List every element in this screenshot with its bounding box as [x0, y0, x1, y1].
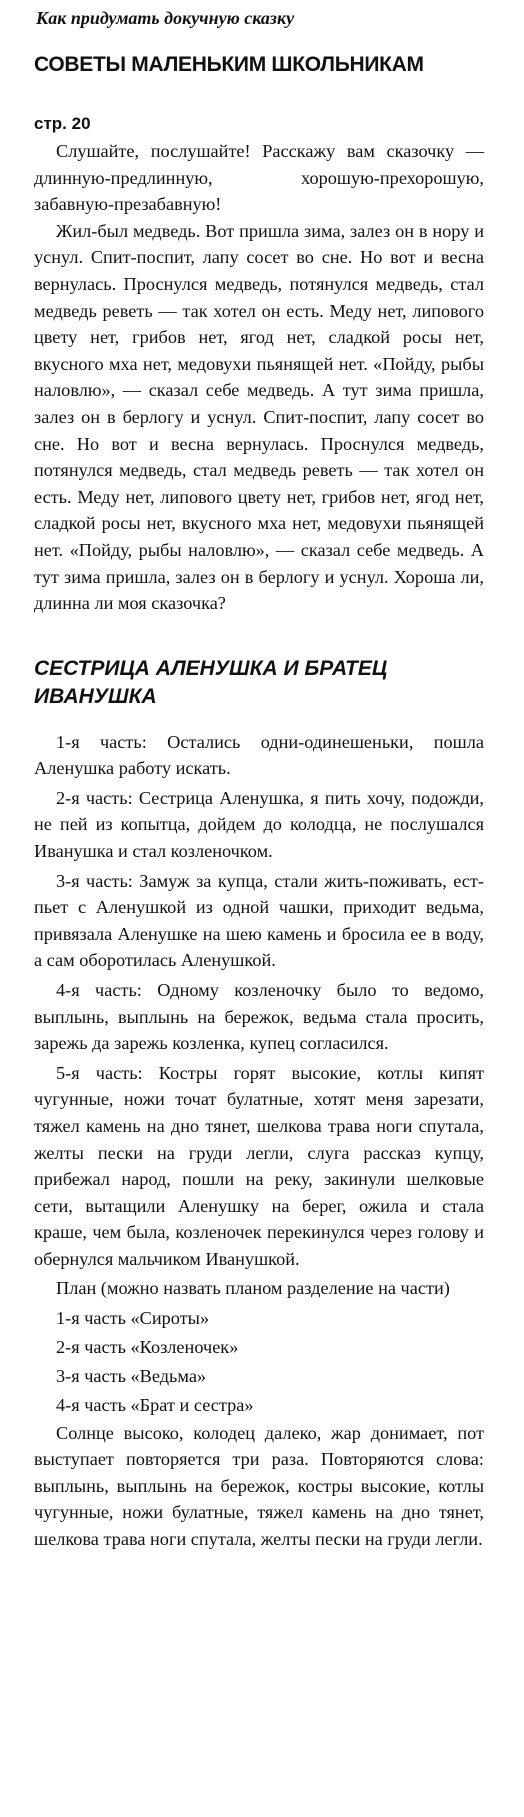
part-paragraph: 2-я часть: Сестрица Аленушка, я пить хочу, подожди, не пей из копытца, дойдем до колодца, не послушался Иванушка и стал козленочком. — [34, 787, 484, 862]
tale-paragraph: Жил-был медведь. Вот пришла зима, залез он в нору и уснул. Спит-поспит, лапу сосет во сне. Но вот и весна вернулась. Проснулся медведь, потянулся медведь, стал медведь реветь — так хотел он есть. Меду нет, липового цвету нет, грибов нет, ягод нет, сладкой росы нет, вкусного мха нет, медовухи пьянящей нет. «Пойду, рыбы наловлю», — сказал себе медведь. А тут зима пришла, залез он в берлогу и уснул. Спит-поспит, лапу сосет во сне. Но вот и весна вернулась. Проснулся медведь, потянулся медведь, стал медведь реветь — так хотел он есть. Меду нет, липового цвету нет, грибов нет, ягод нет, сладкой росы нет, вкусного мха нет, медовухи пьянящей нет. «Пойду, рыбы наловлю», — сказал себе медведь. А тут зима пришла, залез он в берлогу и уснул. Хороша ли, длинна ли моя сказочка? — [34, 220, 484, 614]
plan-item: 3-я часть «Ведьма» — [56, 1365, 207, 1386]
plan-intro: План (можно назвать планом разделение на части) — [56, 1277, 450, 1298]
plan-item: 2-я часть «Козленочек» — [56, 1336, 239, 1357]
plan-item: 4-я часть «Брат и сестра» — [56, 1394, 254, 1415]
part-paragraph: 3-я часть: Замуж за купца, стали жить-поживать, ест-пьет с Аленушкой из одной чашки, приходит ведьма, привязала Аленушке на шею камень и бросила ее в воду, а сам оборотилась Аленушкой. — [34, 870, 484, 971]
page — [34, 6, 484, 1553]
tale-paragraph: Слушайте, послушайте! Расскажу вам сказочку — длинную-предлинную, хорошую-прехорошую, забавную-презабавную! — [34, 141, 484, 215]
closing-paragraph: Солнце высоко, колодец далеко, жар донимает, пот выступает повторяется три раза. Повторяются слова: выплынь, выплынь на бережок, костры высокие, котлы чугунные, ножи булатные, тяжел камень на дно тянет, шелкова трава ноги спутала, желты пески на груди легли. — [34, 1422, 484, 1549]
page-reference: стр. 20 — [34, 114, 91, 133]
tale-heading: СЕСТРИЦА АЛЕНУШКА И БРАТЕЦ ИВАНУШКА — [34, 656, 388, 708]
section-title: СОВЕТЫ МАЛЕНЬКИМ ШКОЛЬНИКАМ — [34, 53, 424, 76]
plan-item: 1-я часть «Сироты» — [56, 1307, 210, 1328]
part-paragraph: 5-я часть: Костры горят высокие, котлы кипят чугунные, ножи точат булатные, хотят меня зарезати, тяжел камень на дно тянет, шелкова трава ноги спутала, желты пески на груди легли, слуга рассказ купцу, прибежал народ, пошли на реку, закинули шелковые сети, вытащили Аленушку на берег, ожила и стала краше, чем была, козленочек перекинулся через голову и обернулся мальчиком Иванушкой. — [34, 1062, 484, 1269]
running-title: Как придумать докучную сказку — [36, 8, 295, 28]
part-paragraph: 1-я часть: Остались одни-одинешеньки, пошла Аленушка работу искать. — [34, 731, 484, 779]
part-paragraph: 4-я часть: Одному козленочку было то ведомо, выплынь, выплынь на бережок, ведьма стала просить, зарежь да зарежь козленка, купец согласился. — [34, 980, 484, 1054]
